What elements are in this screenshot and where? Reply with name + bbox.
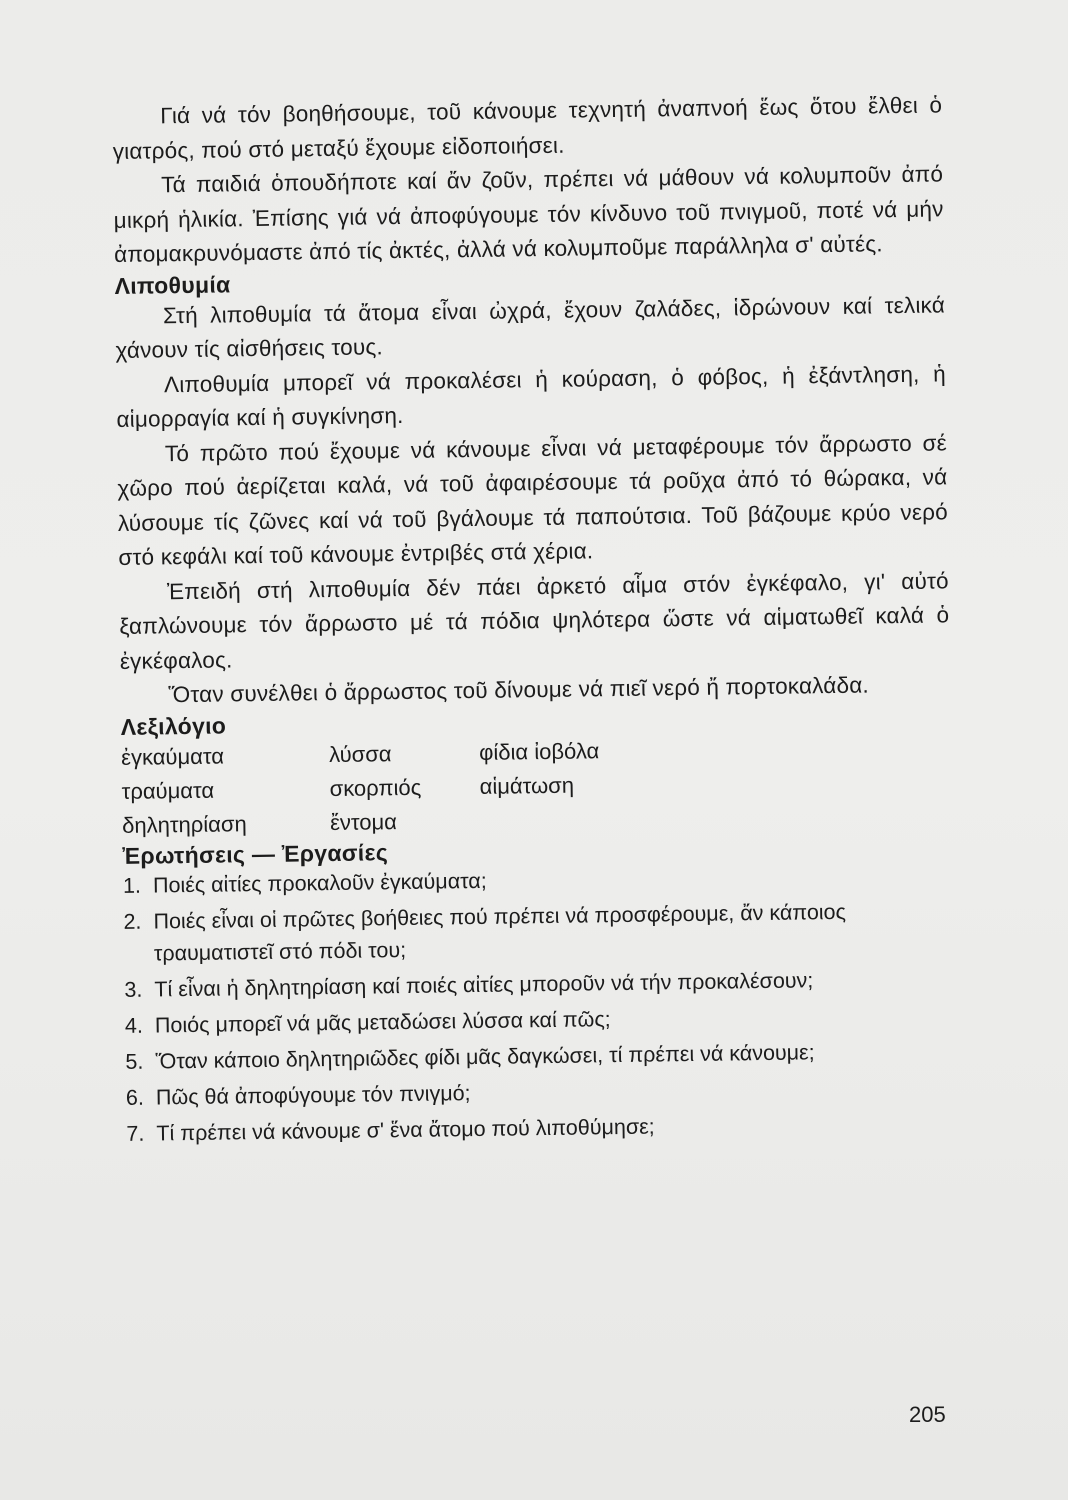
intro-text xyxy=(112,88,944,272)
question-number: 1. xyxy=(122,873,142,898)
paragraph: Τά παιδιά ὁπουδήποτε καί ἄν ζοῦν, πρέπει νά μάθουν νά κολυμποῦν ἀπό μικρή ἡλικία. Ἐπίσης γιά νά ἀποφύγουμε τόν κίνδυνο τοῦ πνιγμοῦ, ποτέ νά μήν ἀπομακρυνόμαστε ἀπό τίς ἀκτές, ἀλλά νά κολυμποῦμε παράλληλα σ' αὐτές. xyxy=(113,161,944,267)
vocabulary-column xyxy=(121,738,330,843)
question-text: Ποιές εἶναι οἱ πρῶτες βοήθειες πού πρέπει νά προσφέρουμε, ἄν κάποιος τραυματιστεῖ στό πόδι του; xyxy=(153,899,847,965)
paragraph: Γιά νά τόν βοηθήσουμε, τοῦ κάνουμε τεχνητή ἀναπνοή ἕως ὅτου ἔλθει ὁ γιατρός, πού στό μεταξύ ἔχουμε εἰδοποιήσει. xyxy=(112,92,943,164)
question-number: 2. xyxy=(123,909,142,934)
paragraph: Ἐπειδή στή λιποθυμία δέν πάει ἀρκετό αἷμα στόν ἐγκέφαλο, γι' αὐτό ξαπλώνουμε τόν ἄρρωστο μέ τά πόδια ψηλότερα ὥστε νά αἱματωθεῖ καλά ὁ ἐγκέφαλος. xyxy=(119,567,950,674)
vocabulary-word: σκορπιός xyxy=(329,774,422,801)
question-number: 4. xyxy=(124,1013,144,1038)
question-number: 3. xyxy=(124,977,143,1002)
section-heading-questions: Ἐρωτήσεις — Ἐργασίες xyxy=(122,838,389,869)
question-number: 6. xyxy=(125,1085,145,1110)
vocabulary-word: ἔντομα xyxy=(329,808,398,835)
paragraph: Ὅταν συνέλθει ὁ ἄρρωστος τοῦ δίνουμε νά πιεῖ νερό ἤ πορτοκαλάδα. xyxy=(168,672,870,708)
question-text: Ποιές αἰτίες προκαλοῦν ἐγκαύματα; xyxy=(152,868,487,898)
lipothymia-text xyxy=(115,288,951,714)
vocabulary-column xyxy=(479,733,680,838)
page-number: 205 xyxy=(909,1402,946,1427)
question-text: Ποιός μπορεῖ νά μᾶς μεταδώσει λύσσα καί πῶς; xyxy=(154,1006,611,1037)
question-text: Τί πρέπει νά κάνουμε σ' ἕνα ἄτομο πού λιποθύμησε; xyxy=(156,1114,655,1145)
paragraph: Τό πρῶτο πού ἔχουμε νά κάνουμε εἶναι νά μεταφέρουμε τόν ἄρρωστο σέ χῶρο πού ἀερίζεται καλά, νά τοῦ ἀφαιρέσουμε τά ροῦχα ἀπό τό θώρακα, νά λύσουμε τίς ζῶνες καί νά τοῦ βγάλουμε τά παπούτσια. Τοῦ βάζουμε κρύο νερό στό κεφάλι καί τοῦ κάνουμε ἐντριβές στά χέρια. xyxy=(117,429,948,570)
question-number: 7. xyxy=(126,1121,145,1146)
vocabulary-word: φίδια ἰοβόλα xyxy=(478,737,600,765)
page-content xyxy=(112,88,957,1153)
question-text: Τί εἶναι ἡ δηλητηρίαση καί ποιές αἰτίες μποροῦν νά τήν προκαλέσουν; xyxy=(154,967,814,1001)
questions-list xyxy=(123,858,957,1150)
vocabulary-column xyxy=(329,735,480,839)
question-text: Ὅταν κάποιο δηλητηριῶδες φίδι μᾶς δαγκώσει, τί πρέπει νά κάνουμε; xyxy=(155,1039,815,1073)
vocabulary-word: αἱμάτωση xyxy=(479,772,575,799)
vocabulary-word: ἐγκαύματα xyxy=(120,743,225,770)
section-heading-lipothymia: Λιποθυμία xyxy=(114,270,231,299)
paragraph: Λιποθυμία μπορεῖ νά προκαλέσει ἡ κούραση, ὁ φόβος, ἡ ἐξάντληση, ἡ αἱμορραγία καί ἡ συγκίνηση. xyxy=(116,360,947,432)
vocabulary-word: δηλητηρίαση xyxy=(121,810,247,838)
question-number: 5. xyxy=(125,1049,144,1074)
paragraph: Στή λιποθυμία τά ἄτομα εἶναι ὠχρά, ἔχουν ζαλάδες, ἱδρώνουν καί τελικά χάνουν τίς αἰσθήσεις τους. xyxy=(115,291,946,363)
vocabulary-word: λύσσα xyxy=(328,740,392,767)
list-item xyxy=(126,1106,956,1150)
vocabulary-list xyxy=(121,729,952,843)
question-text: Πῶς θά ἀποφύγουμε τόν πνιγμό; xyxy=(155,1080,471,1109)
section-heading-lexilogio: Λεξιλόγιο xyxy=(120,711,227,740)
vocabulary-word: τραύματα xyxy=(121,777,215,804)
list-item xyxy=(123,894,954,970)
